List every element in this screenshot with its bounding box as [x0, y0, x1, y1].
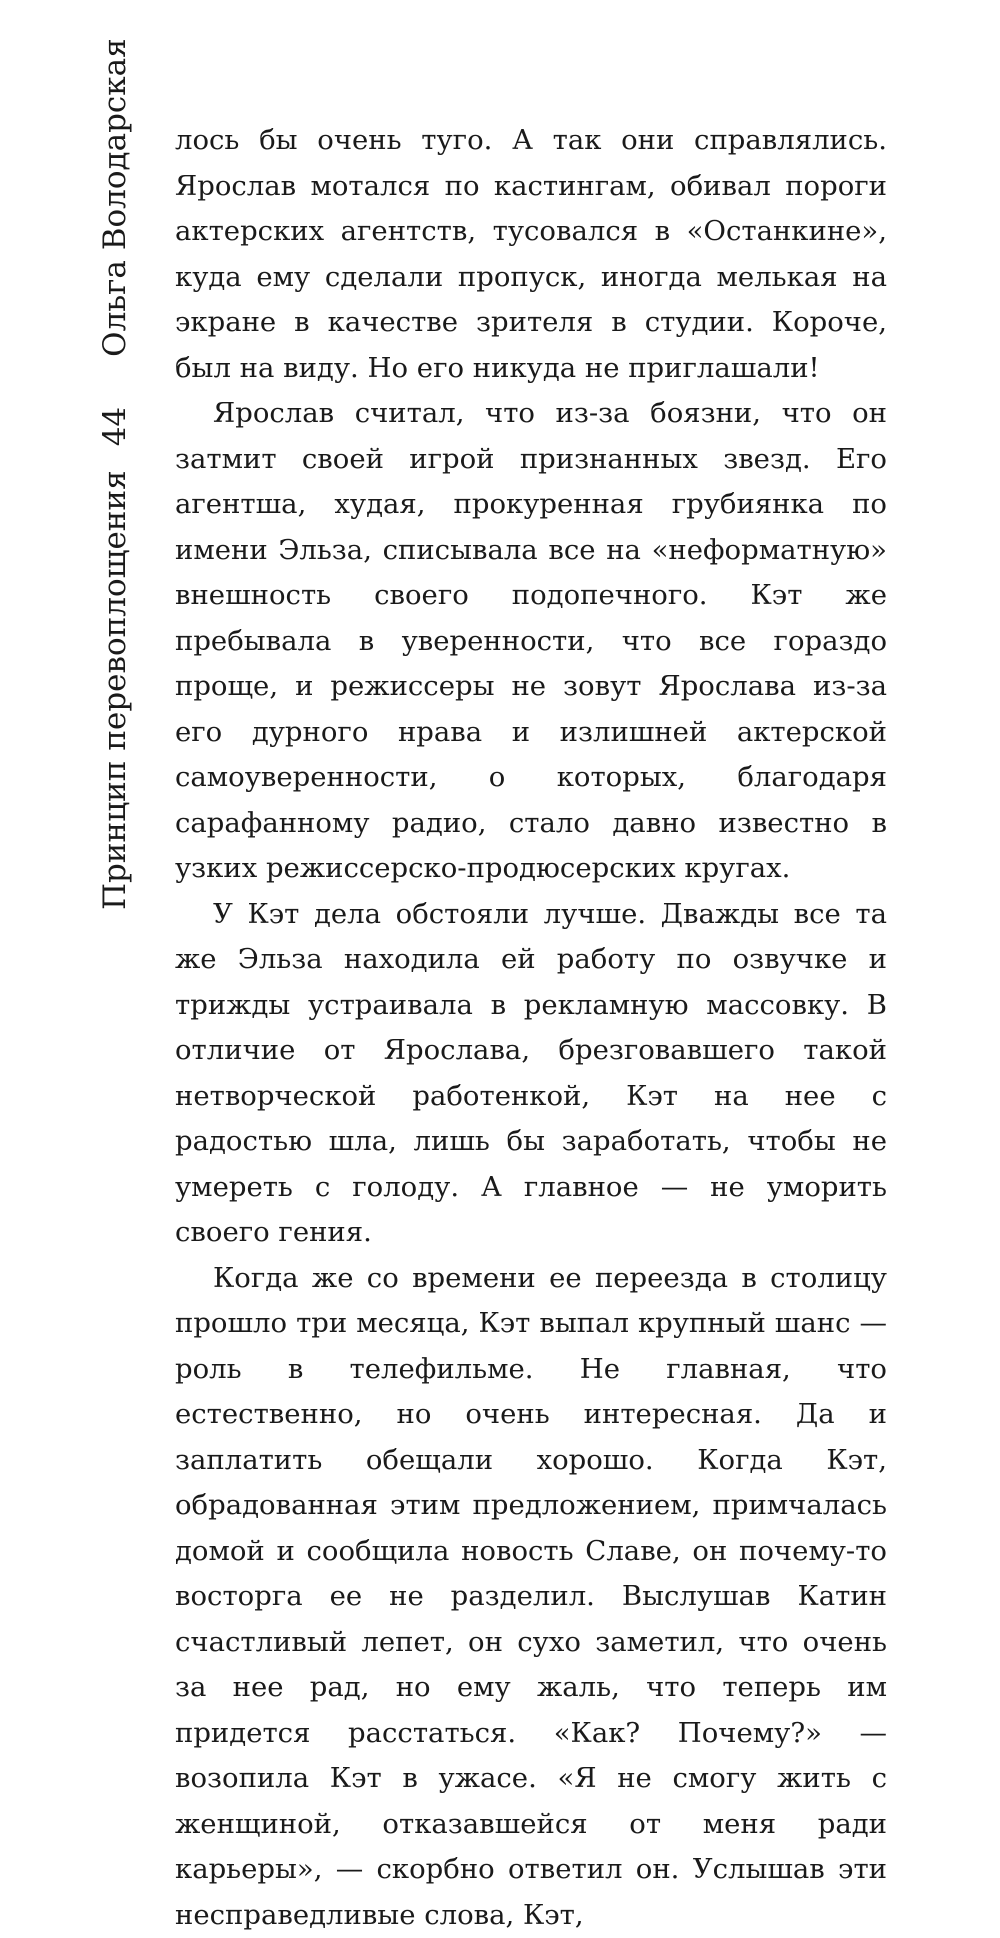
paragraph-2: Ярослав считал, что из-за боязни, что он затмит своей игрой признанных звезд. Его агентша, худая, прокуренная грубиянка по имени Эльза, списывала все на «неформатную» внешность своего подопечного. Кэт же пребывала в уверенности, что все гораздо проще, и режиссеры не зовут Ярослава из-за его дурного нрава и излишней актерской самоуверенности, о которых, благодаря сарафанному радио, стало давно известно в узких режиссерско-продюсерских кругах.: [175, 391, 887, 892]
paragraph-1: лось бы очень туго. А так они справлялись. Ярослав мотался по кастингам, обивал пороги актерских агентств, тусовался в «Останкине», куда ему сделали пропуск, иногда мелькая на экране в качестве зрителя в студии. Короче, был на виду. Но его никуда не приглашали!: [175, 118, 887, 391]
page-body: [175, 118, 887, 1228]
running-head: [70, 150, 160, 910]
paragraph-3: У Кэт дела обстояли лучше. Дважды все та же Эльза находила ей работу по озвучке и трижды устраивала в рекламную массовку. В отличие от Ярослава, брезговавшего такой нетворческой работенкой, Кэт на нее с радостью шла, лишь бы заработать, чтобы не умереть с голоду. А главное — не уморить своего гения.: [175, 892, 887, 1256]
author-name: Ольга Володарская: [70, 38, 160, 357]
book-title: Принцип перевоплощения: [70, 470, 160, 910]
running-head-text: [70, 150, 160, 910]
page-number: 44: [70, 407, 160, 446]
paragraph-4: Когда же со времени ее переезда в столицу прошло три месяца, Кэт выпал крупный шанс — роль в телефильме. Не главная, что естественно, но очень интересная. Да и заплатить обещали хорошо. Когда Кэт, обрадованная этим предложением, примчалась домой и сообщила новость Славе, он почему-то восторга ее не разделил. Выслушав Катин счастливый лепет, он сухо заметил, что очень за нее рад, но ему жаль, что теперь им придется расстаться. «Как? Почему?» — возопила Кэт в ужасе. «Я не смогу жить с женщиной, отказавшейся от меня ради карьеры», — скорбно ответил он. Услышав эти несправедливые слова, Кэт,: [175, 1256, 887, 1938]
